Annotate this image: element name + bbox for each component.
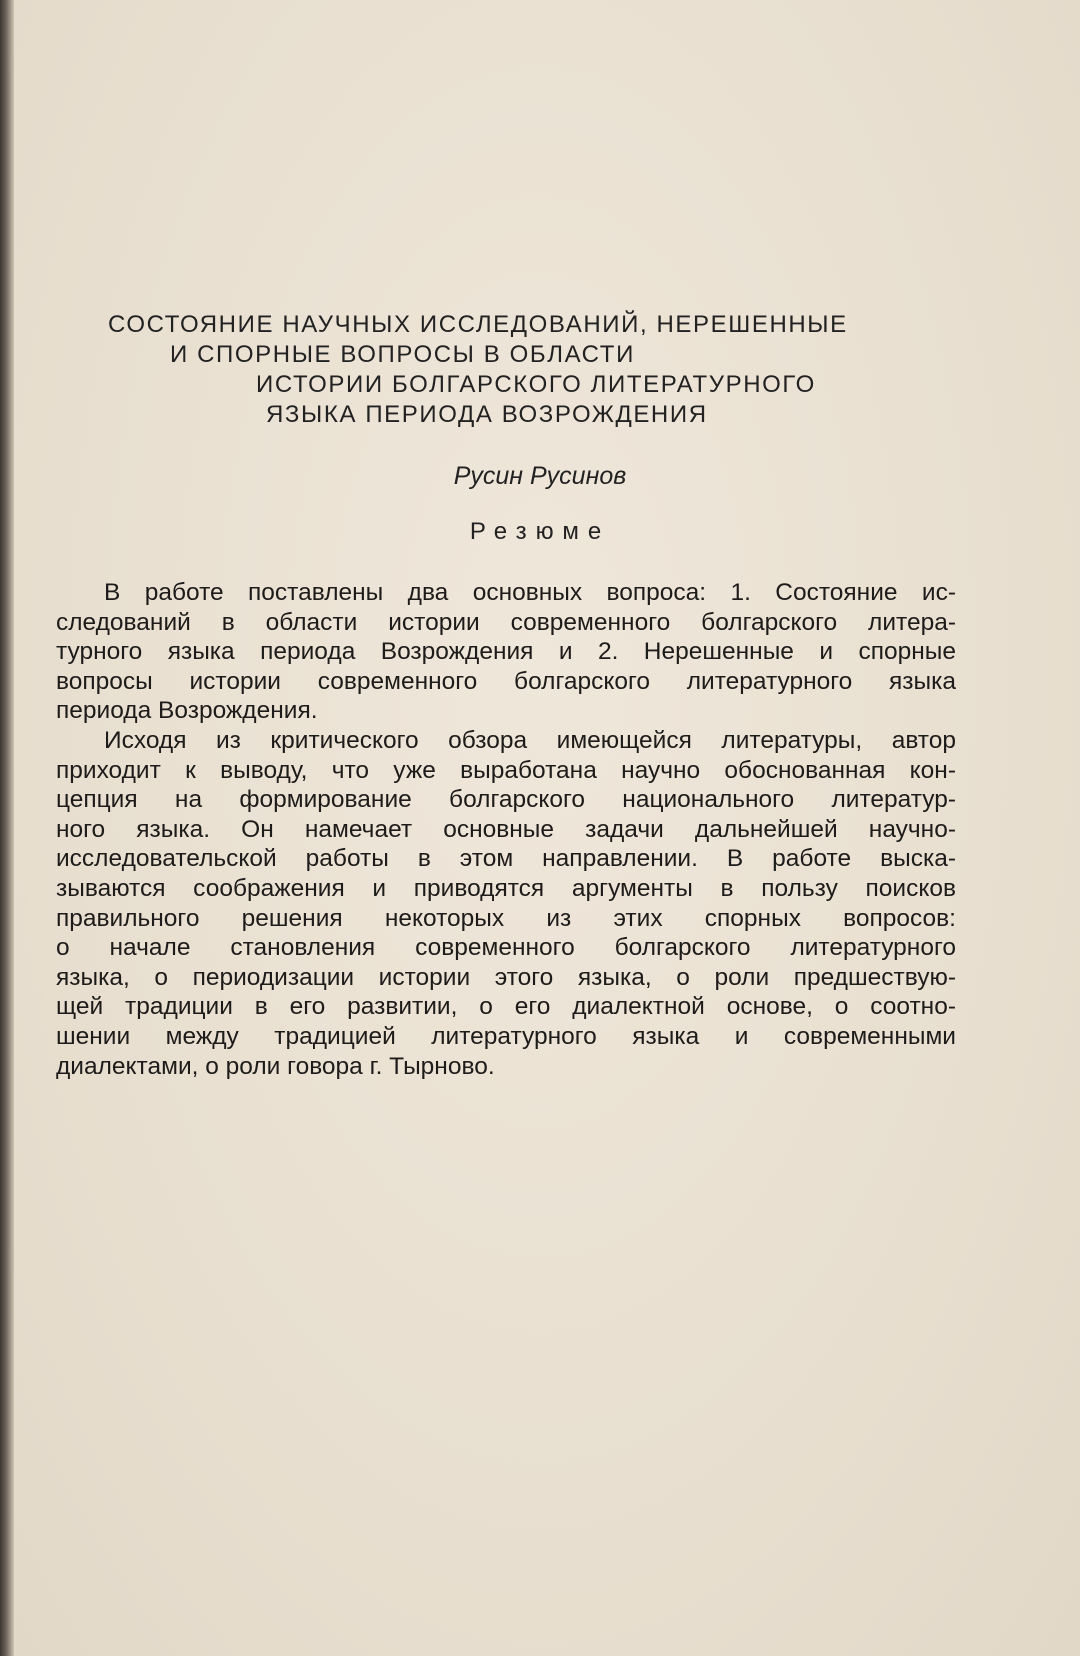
title-line: И СПОРНЫЕ ВОПРОСЫ В ОБЛАСТИ (170, 341, 635, 368)
text-line: периода Возрождения. (56, 697, 318, 725)
paragraph-2 (56, 726, 956, 1081)
text-line: правильного решения некоторых из этих спорных вопросов: (56, 904, 956, 932)
author-name: Русин Русинов (453, 462, 627, 490)
text-line: языка, о периодизации истории этого языка, о роли предшествую- (56, 963, 956, 991)
text-line: зываются соображения и приводятся аргументы в пользу поисков (56, 874, 956, 902)
text-line: исследовательской работы в этом направлении. В работе выска- (56, 845, 956, 873)
text-line: следований в области истории современного болгарского литера- (56, 608, 956, 636)
text-line: о начале становления современного болгарского литературного (56, 934, 956, 962)
text-line: вопросы истории современного болгарского литературного языка (56, 667, 956, 695)
text-line: В работе поставлены два основных вопроса: 1. Состояние ис- (104, 579, 956, 606)
title-line: ИСТОРИИ БОЛГАРСКОГО ЛИТЕРАТУРНОГО (256, 371, 816, 398)
text-line: диалектами, о роли говора г. Тырново. (56, 1052, 495, 1080)
summary-body (56, 578, 956, 1081)
text-line: шении между традицией литературного языка и современными (56, 1022, 956, 1050)
text-line: цепция на формирование болгарского национального литератур- (56, 786, 956, 814)
text-line: щей традиции в его развитии, о его диалектной основе, о соотно- (56, 993, 956, 1021)
section-heading: Резюме (469, 518, 611, 545)
book-spine-shadow (0, 0, 14, 1656)
title-line: СОСТОЯНИЕ НАУЧНЫХ ИССЛЕДОВАНИЙ, НЕРЕШЕННЫЕ (108, 311, 848, 338)
text-line: Исходя из критического обзора имеющейся литературы, автор (104, 726, 956, 754)
text-line: ного языка. Он намечает основные задачи дальнейшей научно- (56, 815, 956, 843)
text-line: приходит к выводу, что уже выработана научно обоснованная кон- (56, 756, 956, 784)
text-line: турного языка периода Возрождения и 2. Нерешенные и спорные (56, 638, 956, 666)
paragraph-1 (56, 578, 956, 726)
title-line: ЯЗЫКА ПЕРИОДА ВОЗРОЖДЕНИЯ (266, 401, 708, 428)
